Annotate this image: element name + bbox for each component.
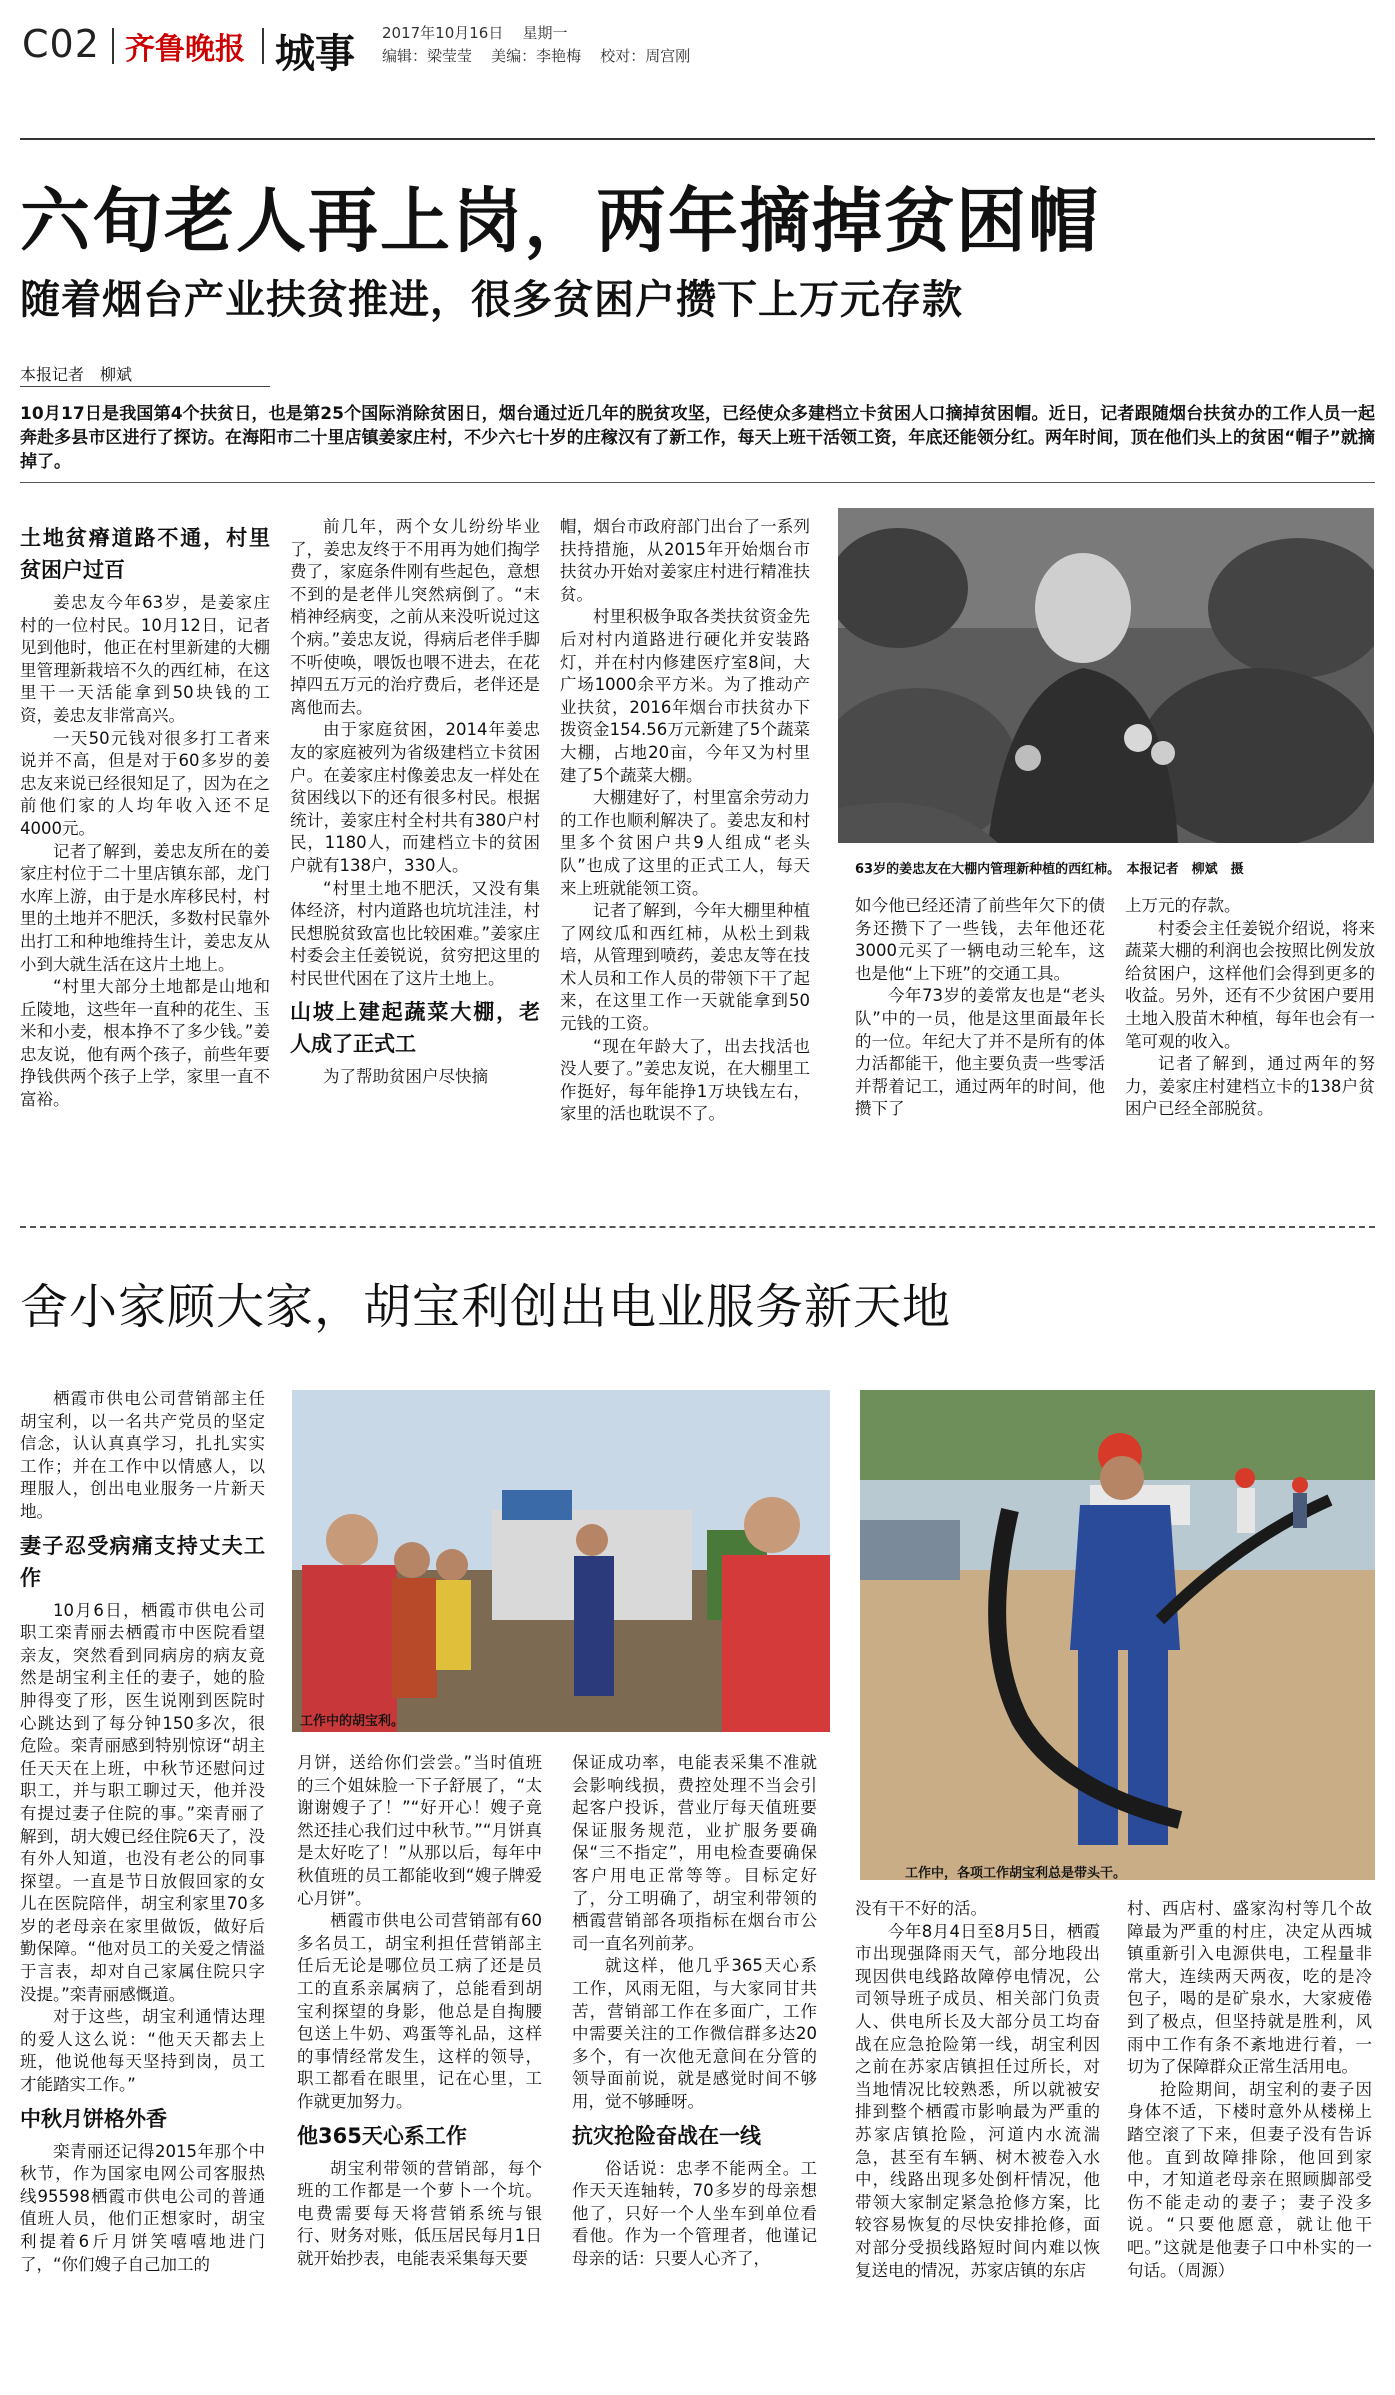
lead-rule <box>20 482 1375 483</box>
byline-rule <box>20 386 270 387</box>
article1-headline: 六旬老人再上岗，两年摘掉贫困帽 <box>20 180 1100 262</box>
article1-subhead: 随着烟台产业扶贫推进，很多贫困户攒下上万元存款 <box>20 277 963 323</box>
article2-photo-1-caption: 工作中的胡宝利。 <box>300 1714 405 1729</box>
article2-subheading-4: 抗灾抢险奋战在一线 <box>572 2123 761 2148</box>
article1-paragraph: 姜忠友今年63岁，是姜家庄村的一位村民。10月12日，记者见到他时，他正在村里新建的大棚里管理新栽培不久的西红柿，在这里干一天活能拿到50块钱的工资，姜忠友非常高兴。 <box>20 593 270 725</box>
article2-paragraph: 月饼，送给你们尝尝。”当时值班的三个姐妹脸一下子舒展了，“太谢谢嫂子了！”“好开心！嫂子竟然还挂心我们过中秋节。”“月饼真是太好吃了！”从那以后，每年中秋值班的员工都能收到“嫂子牌爱心月饼”。 <box>297 1753 542 1908</box>
article1-paragraph: 记者了解到，今年大棚里种植了网纹瓜和西红柿，从松土到栽培，从管理到喷药，姜忠友等在技术人员和工作人员的带领下干了起来，在这里工作一天就能拿到50元钱的工资。 <box>560 901 810 1034</box>
article1-paragraph: 今年73岁的姜常友也是“老头队”中的一员，他是这里面最年长的一位。年纪大了并不是所有的体力活都能干，他主要负责一些零活并帮着记工，通过两年的时间，他攒下了 <box>855 986 1105 1119</box>
article1-paragraph: “现在年龄大了，出去找活也没人要了。”姜忠友说，在大棚里工作挺好，每年能挣1万块钱左右，家里的活也耽误不了。 <box>560 1036 810 1124</box>
article2-paragraph: 抢险期间，胡宝利的妻子因身体不适，下楼时意外从楼梯上踏空滚了下来，但妻子没有告诉他。直到故障排除，他回到家中，才知道老母亲在照顾脚部受伤不能走动的妻子；妻子没多说。“只要他愿意，就让他干吧。”这就是他妻子口中朴实的一句话。（周源） <box>1127 2079 1372 2280</box>
article2-photo-2 <box>860 1390 1375 1880</box>
article1-paragraph: 帽，烟台市政府部门出台了一系列扶持措施，从2015年开始烟台市扶贫办开始对姜家庄村进行精准扶贫。 <box>560 517 810 604</box>
article2-paragraph: 就这样，他几乎365天心系工作，风雨无阻，与大家同甘共苦，营销部工作在多面广，工作中需要关注的工作微信群多达20多个，有一次他无意间在分管的领导面前说，就是感觉时间不够用，觉不够睡呀。 <box>572 1956 817 2111</box>
article1-paragraph: 由于家庭贫困，2014年姜忠友的家庭被列为省级建档立卡贫困户。在姜家庄村像姜忠友一样处在贫困线以下的还有很多村民。根据统计，姜家庄村全村共有380户村民，1180人，而建档立卡的贫困户就有138户，330人。 <box>290 720 540 875</box>
article2-photo-2-caption: 工作中，各项工作胡宝利总是带头干。 <box>905 1866 1127 1881</box>
article2-paragraph: 栖霞市供电公司营销部主任胡宝利，以一名共产党员的坚定信念，认认真真学习，扎扎实实工作；并在工作中以情感人，以理服人，创出电业服务一片新天地。 <box>20 1389 265 1521</box>
top-rule <box>20 138 1375 140</box>
article1-paragraph: 前几年，两个女儿纷纷毕业了，姜忠友终于不用再为她们掏学费了，家庭条件刚有些起色，意想不到的是老伴儿突然病倒了。“末梢神经病变，之前从来没听说过这个病。”姜忠友说，得病后老伴手脚不听使唤，喂饭也喂不进去，在花掉四五万元的治疗费后，老伴还是离他而去。 <box>290 517 540 717</box>
issue-date-line <box>382 22 567 43</box>
designer-credit: 美编：李艳梅 <box>491 47 582 65</box>
article1-column-5 <box>1125 895 1375 1121</box>
article1-paragraph: “村里大部分土地都是山地和丘陵地，这些年一直种的花生、玉米和小麦，根本挣不了多少钱。”姜忠友说，他有两个孩子，前些年要挣钱供两个孩子上学，家里一直不富裕。 <box>20 977 270 1110</box>
article1-paragraph: 大棚建好了，村里富余劳动力的工作也顺利解决了。姜忠友和村里多个贫困户共9人组成“老头队”也成了这里的正式工人，每天来上班就能领工资。 <box>560 788 810 898</box>
article2-paragraph: 栾青丽还记得2015年那个中秋节，作为国家电网公司客服热线95598栖霞市供电公司的普通值班人员，他们正想家时，胡宝利提着6斤月饼笑嘻嘻地进门了，“你们嫂子自己加工的 <box>20 2141 265 2274</box>
article1-paragraph: 记者了解到，姜忠友所在的姜家庄村位于二十里店镇东部，龙门水库上游，由于是水库移民村，村里的土地并不肥沃，多数村民靠外出打工和种地维持生计，姜忠友从小到大就生活在这片土地上。 <box>20 841 270 974</box>
article2-subheading-2: 中秋月饼格外香 <box>20 2106 167 2131</box>
article2-paragraph: 对于这些，胡宝利通情达理的爱人这么说：“他天天都去上班，他说他每天坚持到岗，员工才能踏实工作。” <box>20 2007 265 2095</box>
article2-paragraph: 今年8月4日至8月5日，栖霞市出现强降雨天气，部分地段出现因供电线路故障停电情况，公司领导班子成员、相关部门负责人、供电所长及大部分员工均奋战在应急抢险第一线，胡宝利因之前在苏家店镇担任过所长，对当地情况比较熟悉，所以就被安排到整个栖霞市影响最为严重的苏家店镇抢险，河道内水流湍急，甚至有车辆、树木被卷入水中，线路出现多处倒杆情况，他带领大家制定紧急抢修方案，比较容易恢复的尽快安排抢修，面对部分受损线路短时间内难以恢复送电的情况，苏家店镇的东店 <box>855 1921 1100 2280</box>
article2-paragraph: 10月6日，栖霞市供电公司职工栾青丽去栖霞市中医院看望亲友，突然看到同病房的病友竟然是胡宝利主任的妻子，她的脸肿得变了形，医生说刚到医院时心跳达到了每分钟150多次，很危险。栾青丽感到特别惊讶“胡主任天天在上班，中秋节还慰问过职工，并与职工聊过天，他并没有提过妻子住院的事。”栾青丽了解到，胡大嫂已经住院6天了，没有外人知道，也没有老公的同事探望。一直是节日放假回家的女儿在医院陪伴，胡宝利家里70多岁的老母亲在家里做饭，做好后勤保障。“他对员工的关爱之情溢于言表，却对自己家属住院只字没提。”栾青丽感慨道。 <box>20 1600 265 2004</box>
article1-paragraph: 村里积极争取各类扶贫资金先后对村内道路进行硬化并安装路灯，并在村内修建医疗室8间，大广场1000余平方米。为了推动产业扶贫，2016年烟台市扶贫办下拨资金154.56万元新建了5个蔬菜大棚，占地20亩，今年又为村里建了5个蔬菜大棚。 <box>560 607 810 785</box>
newspaper-logo: 齐鲁晚报 <box>125 32 245 67</box>
article1-paragraph: 上万元的存款。 <box>1125 896 1241 915</box>
page-number: C02 <box>22 22 100 66</box>
article2-headline: 舍小家顾大家，胡宝利创出电业服务新天地 <box>20 1279 952 1335</box>
editor-line <box>382 45 690 66</box>
article1-column-1 <box>20 516 270 1112</box>
article2-subheading-1: 妻子忍受病痛支持丈夫工作 <box>20 1533 265 1590</box>
article-separator <box>20 1226 1375 1228</box>
article1-paragraph: 如今他已经还清了前些年欠下的债务还攒下了一些钱，去年他还花3000元买了一辆电动三轮车，这也是他“上下班”的交通工具。 <box>855 896 1105 983</box>
article2-column-3 <box>572 1752 817 2270</box>
issue-weekday: 星期一 <box>522 24 568 42</box>
workers-photo <box>292 1390 830 1732</box>
masthead-divider <box>112 28 114 64</box>
article1-subheading-1: 土地贫瘠道路不通，村里贫困户过百 <box>20 526 270 582</box>
article2-paragraph: 没有干不好的活。 <box>855 1899 987 1918</box>
article2-photo-1 <box>292 1390 830 1732</box>
article1-column-2 <box>290 516 540 1089</box>
article1-paragraph: “村里土地不肥沃，又没有集体经济，村内道路也坑坑洼洼，村民想脱贫致富也比较困难。”姜家庄村委会主任姜锐说，贫穷把这里的村民世代困在了这片土地上。 <box>290 878 540 988</box>
issue-date: 2017年10月16日 <box>382 24 504 42</box>
article2-column-4 <box>855 1898 1100 2282</box>
farmer-tomato-photo <box>838 508 1374 843</box>
article2-subheading-3: 他365天心系工作 <box>297 2123 467 2148</box>
article2-column-1 <box>20 1388 265 2276</box>
proof-credit: 校对：周宫刚 <box>600 47 691 65</box>
masthead-divider <box>262 28 264 64</box>
article2-paragraph: 栖霞市供电公司营销部有60多名员工，胡宝利担任营销部主任后无论是哪位员工病了还是员工的直系亲属病了，总能看到胡宝利探望的身影，他总是自掏腰包送上牛奶、鸡蛋等礼品，这样的事情经常发生，这样的领导，职工都看在眼里，记在心里，工作就更加努力。 <box>297 1911 542 2111</box>
article1-photo-caption: 63岁的姜忠友在大棚内管理新种植的西红柿。 本报记者 柳斌 摄 <box>855 862 1244 877</box>
article2-paragraph: 胡宝利带领的营销部，每个班的工作都是一个萝卜一个坑。电费需要每天将营销系统与银行、财务对账，低压居民每月1日就开始抄表，电能表采集每天要 <box>297 2158 542 2268</box>
article1-subheading-2: 山坡上建起蔬菜大棚，老人成了正式工 <box>290 1000 540 1057</box>
editor-credit: 编辑：梁莹莹 <box>382 47 473 65</box>
article2-paragraph: 保证成功率，电能表采集不准就会影响线损，费控处理不当会引起客户投诉，营业厅每天值班要保证服务规范，业扩服务要确保“三不指定”，用电检查要确保客户用电正常等等。目标定好了，分工明确了，胡宝利带领的栖霞营销部各项指标在烟台市公司一直名列前茅。 <box>572 1753 817 1953</box>
article2-paragraph: 俗话说：忠孝不能两全。工作天天连轴转，70多岁的母亲想他了，只好一个人坐车到单位看看他。作为一个管理者，他谨记母亲的话：只要人心齐了， <box>572 2158 817 2268</box>
article1-paragraph: 记者了解到，通过两年的努力，姜家庄村建档立卡的138户贫困户已经全部脱贫。 <box>1125 1054 1375 1119</box>
cable-work-photo <box>860 1390 1375 1880</box>
article1-paragraph: 村委会主任姜锐介绍说，将来蔬菜大棚的利润也会按照比例发放给贫困户，这样他们会得到更多的收益。另外，还有不少贫困户要用土地入股苗木种植，每年也会有一笔可观的收入。 <box>1125 918 1375 1051</box>
article2-paragraph: 村、西店村、盛家沟村等几个故障最为严重的村庄，决定从西城镇重新引入电源供电，工程量非常大，连续两天两夜，吃的是冷包子，喝的是矿泉水，大家疲倦到了极点，但坚持就是胜利，风雨中工作有条不紊地进行着，一切为了保障群众正常生活用电。 <box>1127 1899 1372 2077</box>
article1-column-3 <box>560 516 810 1126</box>
section-title: 城事 <box>275 31 355 77</box>
article1-paragraph: 为了帮助贫困户尽快摘 <box>323 1067 488 1087</box>
article1-column-4 <box>855 895 1105 1121</box>
article1-photo <box>838 508 1374 843</box>
article1-paragraph: 一天50元钱对很多打工者来说并不高，但是对于60多岁的姜忠友来说已经很知足了，因为在之前他们家的人均年收入还不足4000元。 <box>20 728 270 838</box>
article1-byline: 本报记者 柳斌 <box>20 365 133 384</box>
article2-column-2 <box>297 1752 542 2270</box>
article1-lead: 10月17日是我国第4个扶贫日，也是第25个国际消除贫困日，烟台通过近几年的脱贫攻坚，已经使众多建档立卡贫困人口摘掉贫困帽。近日，记者跟随烟台扶贫办的工作人员一起奔赴多县市区进行了探访。在海阳市二十里店镇姜家庄村，不少六七十岁的庄稼汉有了新工作，每天上班干活领工资，年底还能领分红。两年时间，顶在他们头上的贫困“帽子”就摘掉了。 <box>20 404 1375 472</box>
article2-column-5 <box>1127 1898 1372 2282</box>
